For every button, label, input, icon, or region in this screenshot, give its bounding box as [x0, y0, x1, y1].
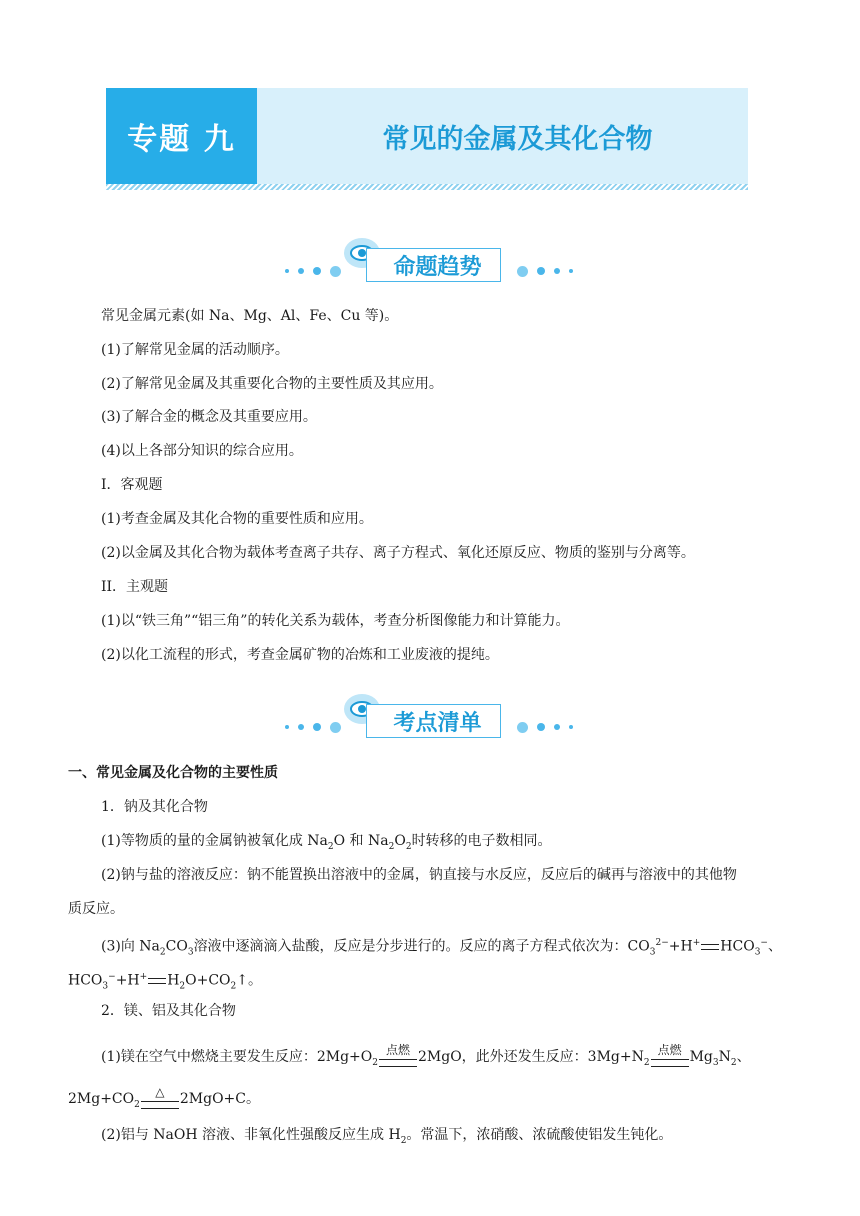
sub1-heading: 1．钠及其化合物 [101, 799, 208, 815]
section-header-checklist [230, 694, 630, 740]
section-title-trend: 命题趋势 [366, 248, 501, 282]
sub1-item2-line2: 质反应。 [68, 901, 124, 917]
section1-heading: 一、常见金属及化合物的主要性质 [68, 765, 278, 781]
decor-dots-left [285, 266, 341, 276]
subjective-item: (2)以化工流程的形式，考查金属矿物的冶炼和工业废液的提纯。 [101, 647, 499, 663]
sub2-item2: (2)铝与 NaOH 溶液、非氧化性强酸反应生成 $H_2$。常温下，浓硝酸、浓硫酸使铝发生钝化。 [101, 1127, 673, 1146]
topic-number-tab: 专题 九 [106, 88, 257, 184]
decor-dots-right [517, 722, 573, 732]
trend-item: (4)以上各部分知识的综合应用。 [101, 443, 303, 459]
trend-item: (2)了解常见金属及其重要化合物的主要性质及其应用。 [101, 376, 443, 392]
subjective-item: (1)以“铁三角”“铝三角”的转化关系为载体，考查分析图像能力和计算能力。 [101, 613, 570, 629]
sub2-item1-line2: $2Mg+CO_2$ △ 2MgO+C。 [68, 1084, 260, 1110]
trend-item: (3)了解合金的概念及其重要应用。 [101, 409, 317, 425]
objective-heading: I．客观题 [101, 477, 163, 493]
sub2-item1-line1: (1)镁在空气中燃烧主要发生反应：$2Mg+O_2$ 点燃 2MgO，此外还发生反应：$3Mg+N_2$ 点燃 $Mg_3N_2$、 [101, 1042, 751, 1068]
trend-intro: 常见金属元素(如 Na、Mg、Al、Fe、Cu 等)。 [101, 308, 399, 324]
banner-stripe [106, 184, 748, 190]
topic-title: 常见的金属及其化合物 [382, 123, 653, 155]
objective-item: (1)考查金属及其化合物的重要性质和应用。 [101, 511, 373, 527]
trend-item: (1)了解常见金属的活动顺序。 [101, 342, 289, 358]
section-title-checklist: 考点清单 [366, 704, 501, 738]
sub1-item2-line1: (2)钠与盐的溶液反应：钠不能置换出溶液中的金属，钠直接与水反应，反应后的碱再与溶液中的其他物 [101, 867, 737, 883]
sub1-item3-line1: (3)向 $Na_2CO_3$溶液中逐滴滴入盐酸，反应是分步进行的。反应的离子方程式依次为：$CO_3^{2-}+H^+$ $HCO_3^-$、 [101, 938, 782, 958]
topic-banner [106, 88, 748, 192]
objective-item: (2)以金属及其化合物为载体考查离子共存、离子方程式、氧化还原反应、物质的鉴别与分离等。 [101, 545, 695, 561]
sub1-item3-line2: $HCO_3^-+H^+$ $H_2O+CO_2↑$。 [68, 972, 263, 992]
decor-dots-left [285, 722, 341, 732]
sub2-heading: 2．镁、铝及其化合物 [101, 1003, 236, 1019]
section-header-trend [230, 238, 630, 284]
subjective-heading: II．主观题 [101, 579, 169, 595]
sub1-item1: (1)等物质的量的金属钠被氧化成 $Na_2O$ 和 $Na_2O_2$时转移的电子数相同。 [101, 833, 552, 852]
decor-dots-right [517, 266, 573, 276]
